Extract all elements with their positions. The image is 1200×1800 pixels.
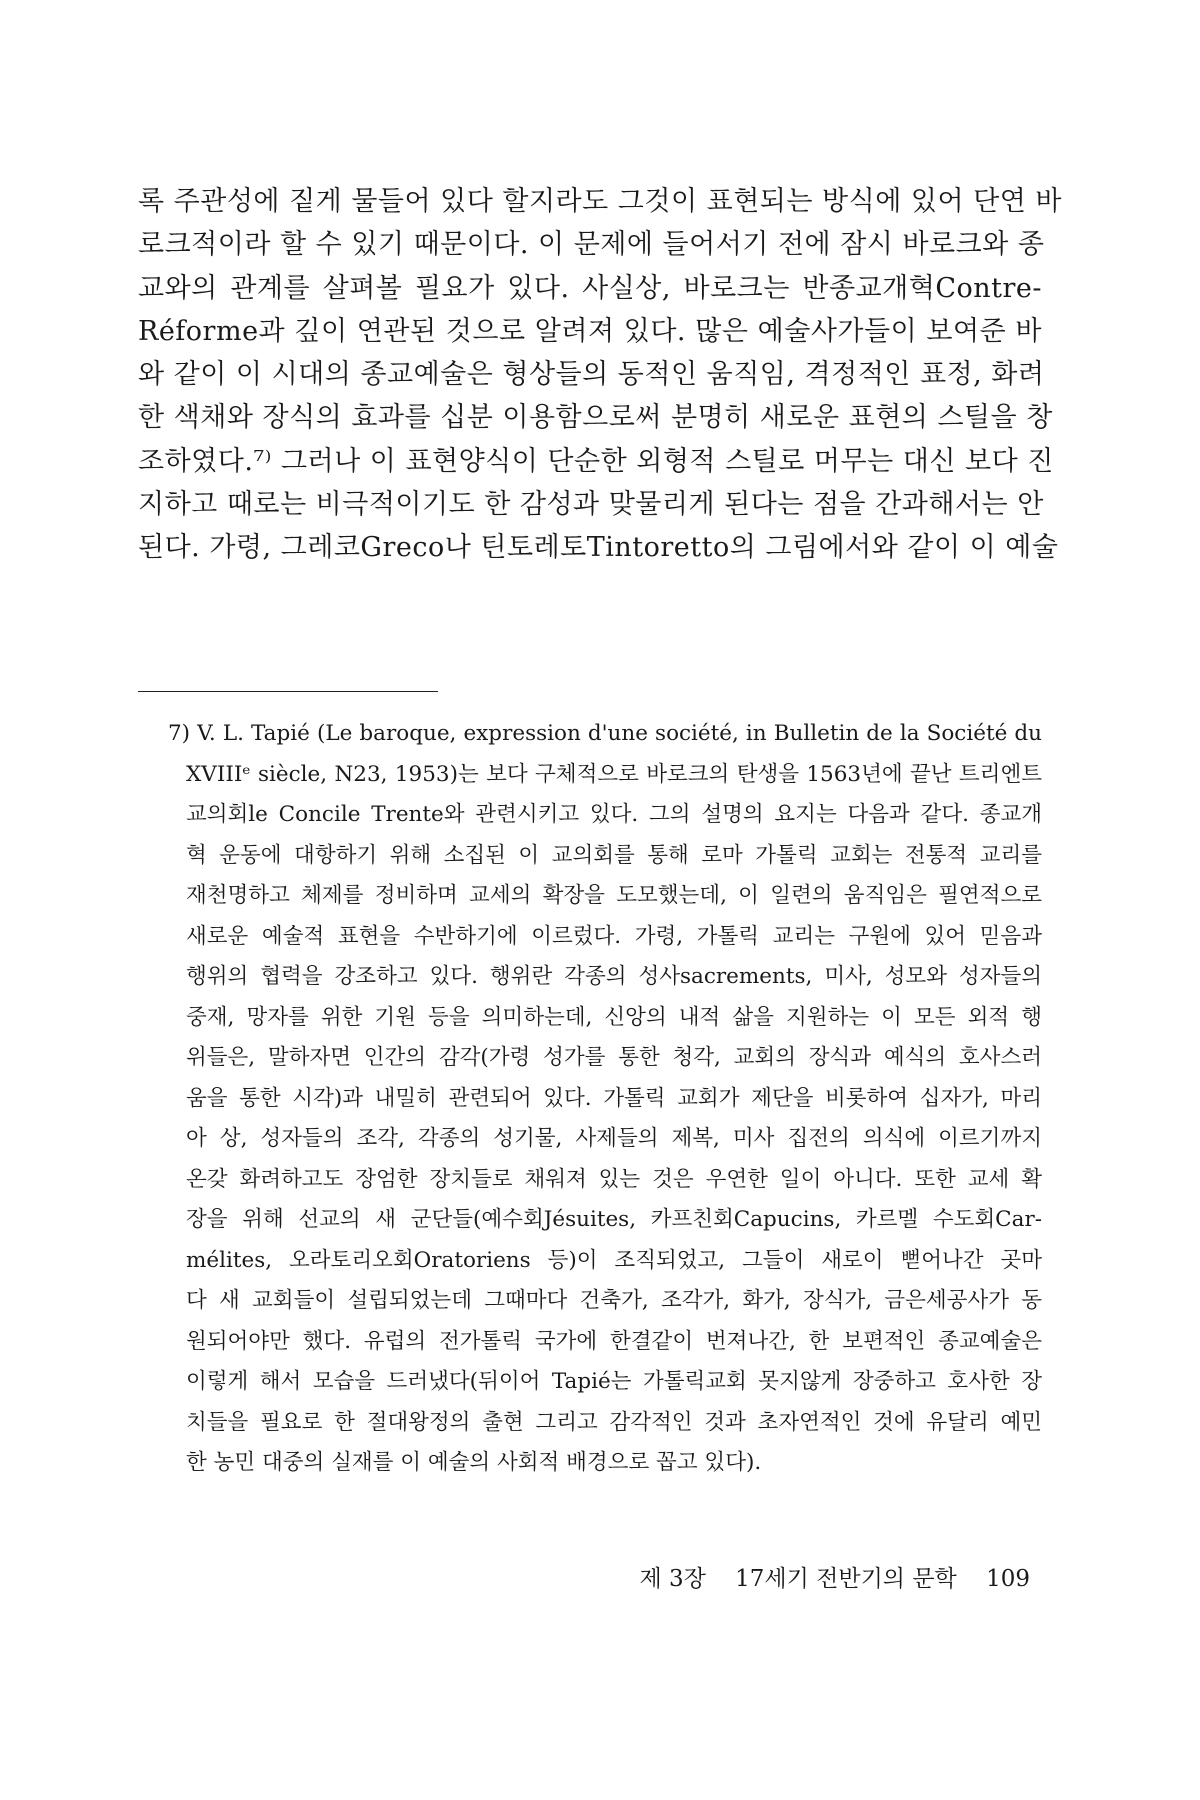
footnote-line: 재천명하고 체제를 정비하며 교세의 확장을 도모했는데, 이 일련의 움직임은 필연적으로 [186,883,1042,908]
footnote-line: 장을 위해 선교의 새 군단들(예수회Jésuites, 카프친회Capucins, 카르멜 수도회Car- [186,1207,1042,1232]
footnote-line: 한 농민 대중의 실재를 이 예술의 사회적 배경으로 꼽고 있다). [186,1450,762,1475]
footnote-line: XVIIIᵉ siècle, N23, 1953)는 보다 구체적으로 바로크의 탄생을 1563년에 끝난 트리엔트 [186,761,1042,787]
body-line: 한 색채와 장식의 효과를 십분 이용함으로써 분명히 새로운 표현의 스틸을 창 [138,402,1053,434]
footnote-line: 혁 운동에 대항하기 위해 소집된 이 교의회를 통해 로마 가톨릭 교회는 전통적 교리를 [186,842,1042,868]
body-line: Réforme과 깊이 연관된 것으로 알려져 있다. 많은 예술사가들이 보여준 바 [138,315,1042,347]
body-text [138,180,1062,570]
body-line: 교와의 관계를 살펴볼 필요가 있다. 사실상, 바로크는 반종교개혁Contre- [138,272,1042,304]
body-line: 지하고 때로는 비극적이기도 한 감성과 맞물리게 된다는 점을 간과해서는 안 [138,489,1044,521]
footnote-line: mélites, 오라토리오회Oratoriens 등)이 조직되었고, 그들이 새로이 뻗어나간 곳마 [186,1247,1042,1273]
page-number: 109 [986,1566,1030,1592]
chapter-label: 제 3장 [639,1566,706,1592]
footnote-divider [138,691,438,692]
footnote-line: 교의회le Concile Trente와 관련시키고 있다. 그의 설명의 요지는 다음과 같다. 종교개 [186,802,1042,827]
body-line: 로크적이라 할 수 있기 때문이다. 이 문제에 들어서기 전에 잠시 바로크와 종 [138,229,1045,261]
body-line: 와 같이 이 시대의 종교예술은 형상들의 동적인 움직임, 격정적인 표정, 화려 [138,359,1045,391]
footnote-line: 이렇게 해서 모습을 드러냈다(뒤이어 Tapié는 가톨릭교회 못지않게 장중하고 호사한 장 [186,1369,1042,1394]
footnote-line: 행위의 협력을 강조하고 있다. 행위란 각종의 성사sacrements, 미사, 성모와 성자들의 [186,964,1042,989]
body-line: 된다. 가령, 그레코Greco나 틴토레토Tintoretto의 그림에서와 같이 이 예술 [138,532,1059,564]
footnote-line: 아 상, 성자들의 조각, 각종의 성기물, 사제들의 제복, 미사 집전의 의식에 이르기까지 [186,1126,1042,1151]
footnote-line: 새로운 예술적 표현을 수반하기에 이르렀다. 가령, 가톨릭 교리는 구원에 있어 믿음과 [186,923,1042,949]
footnote-line: 온갖 화려하고도 장엄한 장치들로 채워져 있는 것은 우연한 일이 아니다. 또한 교세 확 [186,1166,1042,1192]
footnote-line: 7) V. L. Tapié (Le baroque, expression d'une société, in Bulletin de la Société du [168,721,1042,746]
body-line: 조하였다.⁷⁾ 그러나 이 표현양식이 단순한 외형적 스틸로 머무는 대신 보다 진 [138,445,1054,477]
footnote-line: 중재, 망자를 위한 기원 등을 의미하는데, 신앙의 내적 삶을 지원하는 이 모든 외적 행 [186,1004,1042,1030]
footnote-block [138,714,1042,1484]
running-footer [639,1560,1030,1593]
footnote-line: 위들은, 말하자면 인간의 감각(가령 성가를 통한 청각, 교회의 장식과 예식의 호사스러 [186,1045,1042,1070]
footnote-line: 움을 통한 시각)과 내밀히 관련되어 있다. 가톨릭 교회가 제단을 비롯하여 십자가, 마리 [186,1085,1042,1111]
footnote-line: 다 새 교회들이 설립되었는데 그때마다 건축가, 조각가, 화가, 장식가, 금은세공사가 동 [186,1288,1042,1313]
footnote-line: 원되어야만 했다. 유럽의 전가톨릭 국가에 한결같이 번져나간, 한 보편적인 종교예술은 [186,1328,1042,1354]
chapter-title: 17세기 전반기의 문학 [735,1566,957,1592]
body-line: 록 주관성에 짙게 물들어 있다 할지라도 그것이 표현되는 방식에 있어 단연 바 [138,186,1062,217]
footnote-line: 치들을 필요로 한 절대왕정의 출현 그리고 감각적인 것과 초자연적인 것에 유달리 예민 [186,1409,1042,1435]
